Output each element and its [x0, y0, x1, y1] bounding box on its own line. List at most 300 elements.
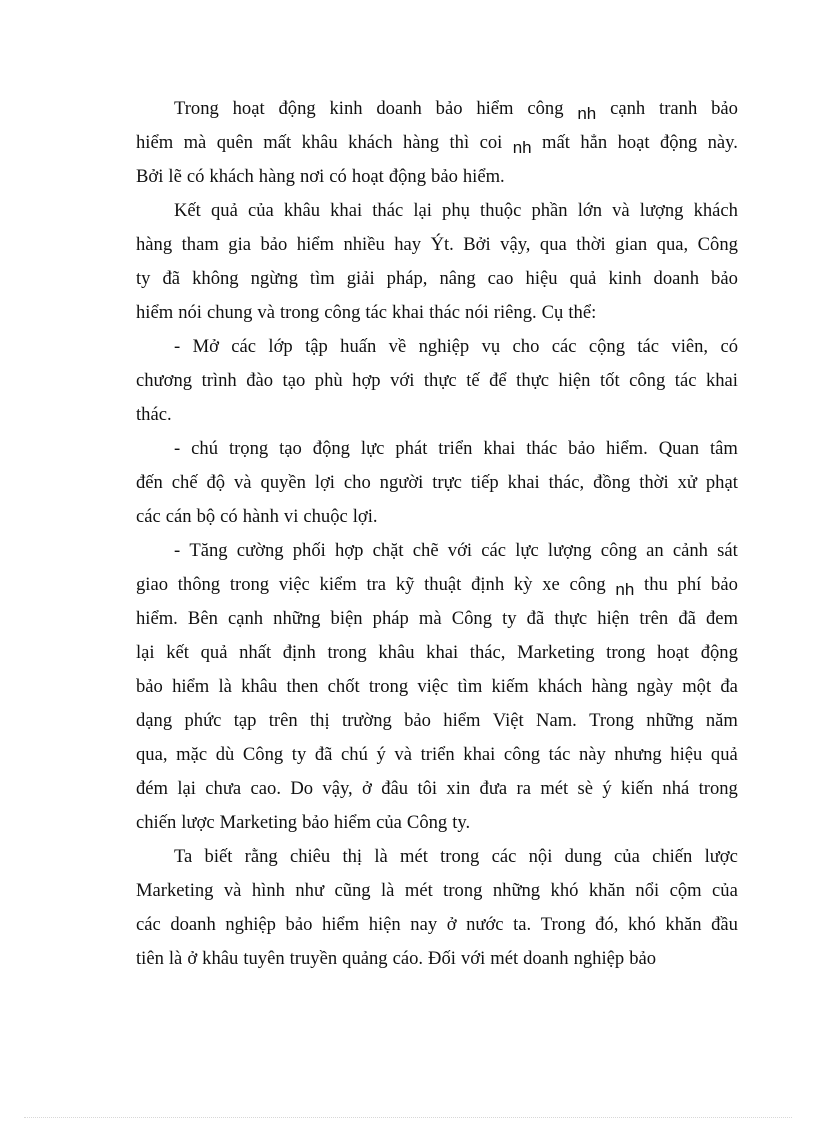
word: bảo	[711, 98, 738, 119]
word: nghiệp	[573, 948, 625, 969]
word: khai	[483, 438, 516, 459]
word: ở	[187, 948, 198, 969]
word: lớn	[577, 200, 603, 221]
word: khăn	[665, 914, 702, 935]
word: ý	[602, 778, 612, 799]
word: qua,	[656, 234, 689, 255]
word: đó,	[595, 914, 619, 935]
word: lực	[360, 438, 385, 459]
word: gia	[228, 234, 251, 255]
word: trình	[201, 370, 237, 391]
page-bottom-border	[24, 1117, 792, 1118]
word: sè	[577, 778, 594, 799]
word: trường	[341, 710, 392, 731]
word: huấn	[340, 336, 377, 357]
word: hàng	[136, 234, 173, 255]
word: đưa	[479, 778, 508, 799]
word: Ta	[174, 846, 193, 867]
word: kết	[166, 642, 189, 663]
word: bảo	[435, 98, 463, 119]
word: tôi	[417, 778, 438, 799]
word: những	[646, 710, 694, 731]
word: ra	[516, 778, 531, 799]
word: hợp	[335, 540, 364, 561]
text-line	[136, 364, 738, 398]
word: trực	[432, 472, 462, 493]
word: tâm	[709, 438, 738, 459]
word: hoạt	[657, 642, 690, 663]
word: Đối	[428, 948, 456, 969]
word: -	[174, 540, 181, 561]
text-line	[136, 534, 738, 568]
word: để	[489, 370, 507, 391]
word: nghiệp	[225, 914, 276, 935]
word: bảo	[711, 268, 738, 289]
word: thì	[449, 132, 470, 153]
word: có	[720, 336, 738, 357]
word: mặc	[176, 744, 208, 765]
word: là	[374, 846, 388, 867]
word: vậy,	[322, 778, 353, 799]
word: giao	[136, 574, 169, 595]
word: động	[388, 166, 427, 187]
word: của	[712, 880, 738, 901]
text-line	[136, 704, 738, 738]
text-line	[136, 228, 738, 262]
word: là	[218, 676, 232, 697]
word: thời	[639, 472, 669, 493]
word: cao.	[250, 778, 281, 799]
word: cho	[512, 336, 540, 357]
word: hoạt	[617, 132, 650, 153]
word: ở	[362, 778, 372, 799]
word: cạnh	[227, 608, 264, 629]
word: thời	[576, 234, 606, 255]
word: bảo	[404, 710, 431, 731]
word: mất	[263, 132, 292, 153]
word: khăn	[588, 880, 625, 901]
word: chương	[136, 370, 193, 391]
text-line	[136, 330, 738, 364]
word: sát	[717, 540, 738, 561]
word: nhá	[662, 778, 690, 799]
word: quyền	[260, 472, 306, 493]
word: hiểm	[136, 302, 174, 323]
word: truyền	[289, 948, 338, 969]
word: ty.	[452, 812, 471, 833]
word: thực	[554, 608, 588, 629]
text-line	[136, 874, 738, 908]
word: ty	[291, 744, 307, 765]
word: hiểm	[333, 812, 372, 833]
word: thác	[526, 438, 558, 459]
word: là	[381, 880, 395, 901]
word: thác	[372, 200, 404, 221]
word: thác,	[469, 642, 506, 663]
word: bảo	[302, 812, 329, 833]
word: ở	[446, 914, 457, 935]
word: hiểm.	[462, 166, 505, 187]
word: tốt	[599, 370, 620, 391]
word: tham	[181, 234, 219, 255]
word: tác	[674, 370, 697, 391]
word: và	[257, 302, 275, 323]
word: lực	[515, 540, 539, 561]
text-line	[136, 908, 738, 942]
word: Do	[290, 778, 314, 799]
word: thác,	[548, 472, 585, 493]
word: đém	[136, 778, 169, 799]
word: nhiều	[343, 234, 385, 255]
text-line	[136, 636, 738, 670]
word: bộ	[196, 506, 216, 527]
word: khai	[426, 642, 459, 663]
word: tác	[637, 336, 660, 357]
subscript-fragment: nh	[577, 104, 597, 123]
word: trong	[368, 676, 409, 697]
word: Trong	[174, 98, 219, 119]
word: nhưng	[614, 744, 662, 765]
word: là	[168, 948, 183, 969]
word: dạng	[136, 710, 173, 731]
word: này.	[707, 132, 738, 153]
word: những	[273, 608, 321, 629]
text-line	[136, 160, 738, 194]
word: nội	[528, 846, 553, 867]
word: hiểm	[296, 234, 334, 255]
word: Công	[406, 812, 448, 833]
word: tranh	[659, 98, 698, 119]
word: Bởi	[136, 166, 164, 187]
word: hiệu	[670, 744, 703, 765]
word: khách	[209, 166, 254, 187]
word: nói	[178, 302, 202, 323]
body-text	[136, 92, 738, 976]
word: và	[612, 200, 630, 221]
word: với	[460, 948, 486, 969]
word: nơi	[299, 166, 325, 187]
word: hành	[242, 506, 279, 527]
word: đã	[162, 268, 181, 289]
word: lại	[413, 200, 432, 221]
word: doanh	[523, 948, 569, 969]
word: xe	[542, 574, 560, 595]
word: thác.	[136, 404, 172, 425]
subscript-fragment: nh	[615, 580, 635, 599]
word: này	[578, 744, 606, 765]
word: và	[233, 472, 252, 493]
word: phí	[677, 574, 702, 595]
word: tạp	[233, 710, 257, 731]
text-line	[136, 398, 738, 432]
word: qua,	[136, 744, 168, 765]
word: phụ	[442, 200, 470, 221]
word: hiểm	[476, 98, 514, 119]
word: thị	[342, 846, 363, 867]
word: mét	[540, 778, 569, 799]
word: tiên	[136, 948, 164, 969]
word: lược	[704, 846, 738, 867]
word: công	[324, 302, 361, 323]
word: biết	[204, 846, 233, 867]
word: chặt	[372, 540, 404, 561]
word: vậy,	[500, 234, 531, 255]
word: pháp	[372, 608, 409, 629]
word: chú	[191, 438, 218, 459]
word: lại	[136, 642, 155, 663]
word: kinh	[608, 268, 642, 289]
word: hiểm.	[605, 438, 648, 459]
text-line	[136, 738, 738, 772]
word: thực	[423, 370, 457, 391]
word: hoạt	[232, 98, 265, 119]
word: thuộc	[480, 200, 522, 221]
word: viên,	[671, 336, 709, 357]
word: năm	[705, 710, 738, 731]
text-line	[136, 568, 738, 602]
word: khâu	[202, 948, 239, 969]
word: xin	[446, 778, 471, 799]
word: doanh	[170, 914, 216, 935]
word: Nam.	[536, 710, 577, 731]
word: trong	[698, 778, 738, 799]
word: lại	[177, 778, 196, 799]
word: hiểm	[321, 914, 360, 935]
word: Trong	[540, 914, 586, 935]
word: phạt	[705, 472, 738, 493]
word: cao	[487, 268, 514, 289]
word: trong	[327, 642, 367, 663]
word: khách	[537, 676, 583, 697]
word: Cụ	[541, 302, 564, 323]
word: những	[492, 880, 541, 901]
word: lợi	[314, 472, 335, 493]
text-line	[136, 194, 738, 228]
word: của	[376, 812, 402, 833]
word: khâu	[378, 642, 415, 663]
word: hẳn	[580, 132, 608, 153]
word: khách	[348, 132, 393, 153]
word: việc	[417, 676, 449, 697]
word: và	[223, 880, 242, 901]
word: bảo	[629, 948, 657, 969]
word: tác	[365, 302, 388, 323]
word: mét	[404, 880, 433, 901]
word: công	[569, 574, 606, 595]
text-line	[136, 772, 738, 806]
word: then	[286, 676, 319, 697]
word: khai	[330, 200, 363, 221]
word: thực	[516, 370, 549, 391]
word: nổi	[635, 880, 660, 901]
word: đồng	[593, 472, 631, 493]
word: vụ	[481, 336, 501, 357]
word: đa	[720, 676, 738, 697]
word: độ	[206, 472, 226, 493]
word: vi	[283, 506, 299, 527]
word: và	[394, 744, 412, 765]
text-line	[136, 806, 738, 840]
word: tra	[366, 574, 387, 595]
word: đã	[678, 608, 696, 629]
word: tiếp	[470, 472, 499, 493]
word: trong	[606, 642, 646, 663]
word: đầu	[711, 914, 738, 935]
word: xử	[677, 472, 697, 493]
word: các	[136, 914, 161, 935]
word: hay	[394, 234, 422, 255]
word: nghiệp	[418, 336, 470, 357]
word: gian	[615, 234, 648, 255]
word: dung	[564, 846, 602, 867]
word: định	[471, 574, 505, 595]
text-line	[136, 670, 738, 704]
text-line	[136, 126, 738, 160]
word: hiểm	[136, 132, 174, 153]
word: hiện	[597, 608, 630, 629]
word: Trong	[589, 710, 634, 731]
word: đã	[314, 744, 333, 765]
word: hợp	[352, 370, 381, 391]
word: hiện	[368, 914, 401, 935]
word: lớp	[268, 336, 293, 357]
word: tạo	[282, 370, 306, 391]
word: động	[660, 132, 698, 153]
word: hiện	[558, 370, 591, 391]
word: khâu	[283, 200, 321, 221]
word: triển	[438, 438, 473, 459]
word: chẽ	[412, 540, 439, 561]
word: động	[700, 642, 738, 663]
word: mất	[542, 132, 570, 153]
word: đào	[246, 370, 274, 391]
word: Marketing	[517, 642, 595, 663]
word: qua	[539, 234, 567, 255]
word: đã	[526, 608, 545, 629]
word: cáo.	[392, 948, 424, 969]
word: lượng	[639, 200, 684, 221]
word: mà	[183, 132, 207, 153]
word: của	[614, 846, 640, 867]
word: người	[379, 472, 424, 493]
word: thể:	[568, 302, 597, 323]
word: cộm	[669, 880, 702, 901]
word: đâu	[381, 778, 409, 799]
word: cộng	[588, 336, 626, 357]
word: quả	[200, 642, 228, 663]
word: Công	[451, 608, 492, 629]
word: quảng	[342, 948, 388, 969]
word: phức	[184, 710, 222, 731]
word: bảo	[260, 234, 288, 255]
word: nâng	[439, 268, 476, 289]
word: định	[282, 642, 316, 663]
word: ty	[502, 608, 517, 629]
word: kỹ	[395, 574, 415, 595]
word: chốt	[327, 676, 360, 697]
word: -	[174, 438, 181, 459]
word: quả	[710, 744, 738, 765]
word: thông	[177, 574, 221, 595]
word: lượng	[547, 540, 592, 561]
word: pháp,	[386, 268, 428, 289]
word: bảo	[711, 574, 738, 595]
text-line	[136, 296, 738, 330]
word: công	[503, 744, 541, 765]
text-line	[136, 942, 738, 976]
word: quả	[210, 200, 238, 221]
word: công	[527, 98, 564, 119]
word: cường	[236, 540, 284, 561]
word: cho	[343, 472, 371, 493]
word: ý	[376, 744, 386, 765]
text-line	[136, 466, 738, 500]
word: biện	[330, 608, 363, 629]
word: công	[600, 540, 637, 561]
word: với	[447, 540, 473, 561]
word: tìm	[457, 676, 483, 697]
word: khó	[550, 880, 579, 901]
word: tìm	[309, 268, 335, 289]
word: chuộc	[303, 506, 348, 527]
word: khai	[463, 744, 496, 765]
word: rằng	[244, 846, 278, 867]
word: riêng.	[493, 302, 537, 323]
word: Bên	[187, 608, 218, 629]
text-line	[136, 840, 738, 874]
word: các	[481, 540, 507, 561]
word: trong	[229, 574, 270, 595]
word: phần	[531, 200, 568, 221]
text-line	[136, 262, 738, 296]
word: an	[646, 540, 664, 561]
word: chưa	[205, 778, 242, 799]
word: -	[174, 336, 181, 357]
word: ngày	[636, 676, 674, 697]
word: với	[390, 370, 415, 391]
text-line	[136, 92, 738, 126]
word: có	[186, 166, 205, 187]
word: chung	[206, 302, 253, 323]
word: hoạt	[351, 166, 384, 187]
word: khai	[507, 472, 540, 493]
word: mét	[490, 948, 519, 969]
word: nói	[465, 302, 489, 323]
word: bảo	[136, 676, 163, 697]
word: bảo	[431, 166, 458, 187]
word: kiến	[621, 778, 654, 799]
word: khâu	[241, 676, 278, 697]
word: chiến	[652, 846, 693, 867]
word: mét	[399, 846, 428, 867]
word: tuyên	[243, 948, 285, 969]
word: doanh	[653, 268, 699, 289]
word: trong	[279, 302, 320, 323]
word: Marketing	[219, 812, 298, 833]
word: hiệu	[525, 268, 558, 289]
word: các	[551, 336, 577, 357]
word: trong	[440, 846, 480, 867]
word: cán	[165, 506, 192, 527]
word: trong	[443, 880, 483, 901]
word: quả	[569, 268, 597, 289]
word: việc	[278, 574, 310, 595]
word: phù	[314, 370, 343, 391]
text-line	[136, 500, 738, 534]
word: ta.	[513, 914, 532, 935]
word: hiểm	[443, 710, 481, 731]
word: nhất	[239, 642, 272, 663]
